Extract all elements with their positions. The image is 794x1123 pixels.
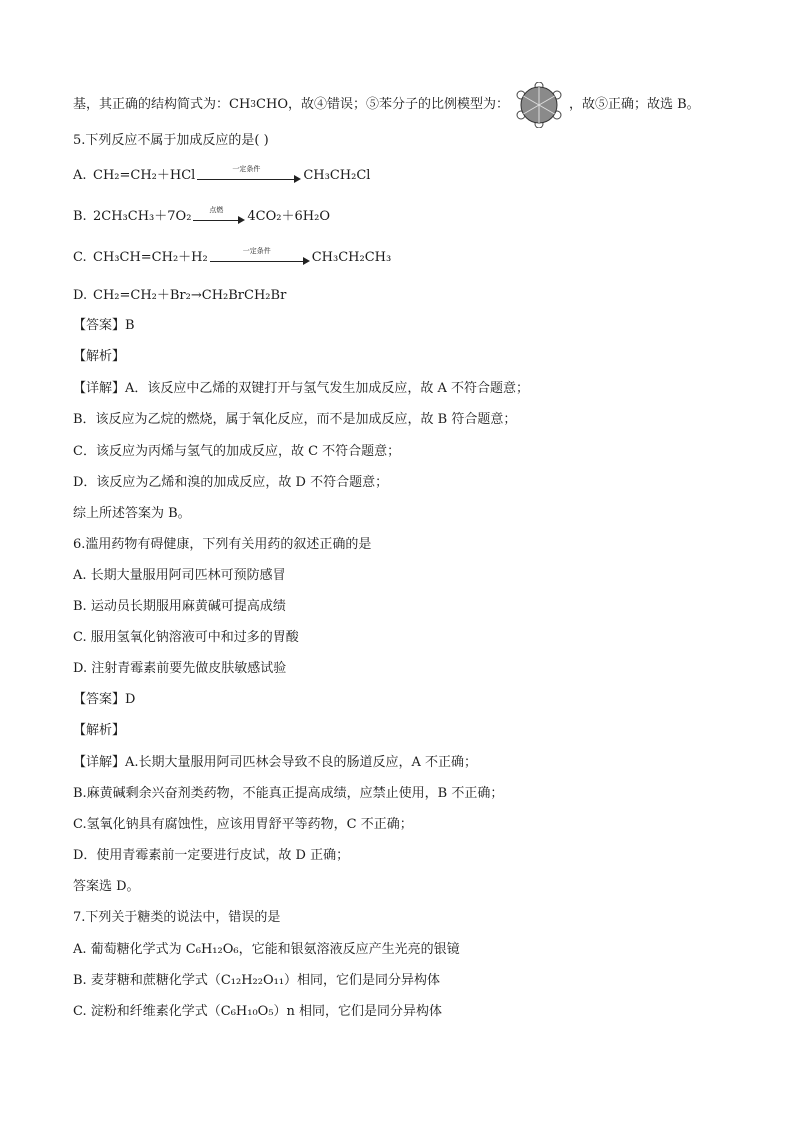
q7-stem: 7.下列关于糖类的说法中，错误的是 (73, 910, 281, 925)
q6-detail-line: C.氢氧化钠具有腐蚀性，应该用胃舒平等药物，C 不正确； (73, 817, 413, 832)
q6-conclusion: 答案选 D。 (73, 879, 140, 894)
q5-stem: 5.下列反应不属于加成反应的是( ) (73, 133, 269, 148)
q5-detail-line: 【详解】A．该反应中乙烯的双键打开与氢气发生加成反应，故 A 不符合题意； (73, 381, 530, 396)
q5-c-rhs: CH₃CH₂CH₃ (311, 250, 392, 265)
q6-option: D. 注射青霉素前要先做皮肤敏感试验 (73, 661, 287, 676)
q6-option: C. 服用氢氧化钠溶液可中和过多的胃酸 (73, 630, 299, 645)
q5-detail-line: D．该反应为乙烯和溴的加成反应，故 D 不符合题意； (73, 475, 389, 490)
q5-option-c (73, 248, 391, 268)
benzene-model-icon (515, 82, 563, 128)
q5-b-lhs: 2CH₃CH₃＋7O₂ (93, 209, 192, 224)
q6-detail-line: 【详解】A.长期大量服用阿司匹林会导致不良的肠道反应，A 不正确； (73, 755, 478, 770)
q6-answer: 【答案】D (73, 692, 136, 707)
q5-a-lhs: CH₂=CH₂＋HCl (93, 168, 196, 183)
q6-option: B. 运动员长期服用麻黄碱可提高成绩 (73, 599, 286, 614)
q6-stem: 6.滥用药物有碍健康，下列有关用药的叙述正确的是 (73, 537, 372, 552)
q5-a-rhs: CH₃CH₂Cl (303, 168, 371, 183)
q6-option: A. 长期大量服用阿司匹林可预防感冒 (73, 568, 286, 583)
q5-c-lhs: CH₃CH=CH₂＋H₂ (93, 250, 208, 265)
q5-a-condition: 一定条件 (232, 165, 261, 173)
q5-c-label: C. (73, 250, 87, 265)
q5-a-label: A. (73, 168, 87, 183)
q7-option: C. 淀粉和纤维素化学式（C₆H₁₀O₅）n 相同，它们是同分异构体 (73, 1004, 443, 1019)
q5-conclusion: 综上所述答案为 B。 (73, 506, 191, 521)
q5-analysis-heading: 【解析】 (73, 349, 126, 364)
q5-answer: 【答案】B (73, 318, 135, 333)
prev-tail-sub: 3 (250, 100, 257, 110)
q5-option-d (73, 286, 286, 306)
q7-option: B. 麦芽糖和蔗糖化学式（C₁₂H₂₂O₁₁）相同，它们是同分异构体 (73, 973, 441, 988)
q5-b-arrow (193, 206, 245, 223)
prev-tail-after1: CHO，故④错误；⑤苯分子的比例模型为： (256, 97, 509, 112)
q5-c-arrow (210, 247, 310, 264)
q5-a-arrow (197, 165, 301, 182)
q7-option: A. 葡萄糖化学式为 C₆H₁₂O₆，它能和银氨溶液反应产生光亮的银镜 (73, 942, 460, 957)
q5-b-label: B. (73, 209, 87, 224)
q5-option-b (73, 207, 330, 227)
prev-tail-after2: ，故⑤正确；故选 B。 (568, 97, 700, 112)
prev-tail-before: 基，其正确的结构简式为：CH (73, 97, 251, 112)
q5-detail-line: C．该反应为丙烯与氢气的加成反应，故 C 不符合题意； (73, 444, 401, 459)
q5-c-condition: 一定条件 (242, 247, 271, 255)
q6-detail-line: B.麻黄碱剩余兴奋剂类药物，不能真正提高成绩，应禁止使用，B 不正确； (73, 786, 504, 801)
q5-option-a (73, 166, 370, 186)
q5-detail-line: B．该反应为乙烷的燃烧，属于氧化反应，而不是加成反应，故 B 符合题意； (73, 412, 517, 427)
q5-b-condition: 点燃 (209, 206, 224, 214)
q5-d-text: CH₂=CH₂＋Br₂→CH₂BrCH₂Br (93, 288, 287, 303)
prev-answer-tail (73, 82, 700, 128)
q6-detail-line: D．使用青霉素前一定要进行皮试，故 D 正确； (73, 848, 350, 863)
q5-d-label: D. (73, 288, 88, 303)
q5-b-rhs: 4CO₂＋6H₂O (247, 209, 330, 224)
q6-analysis-heading: 【解析】 (73, 723, 126, 738)
